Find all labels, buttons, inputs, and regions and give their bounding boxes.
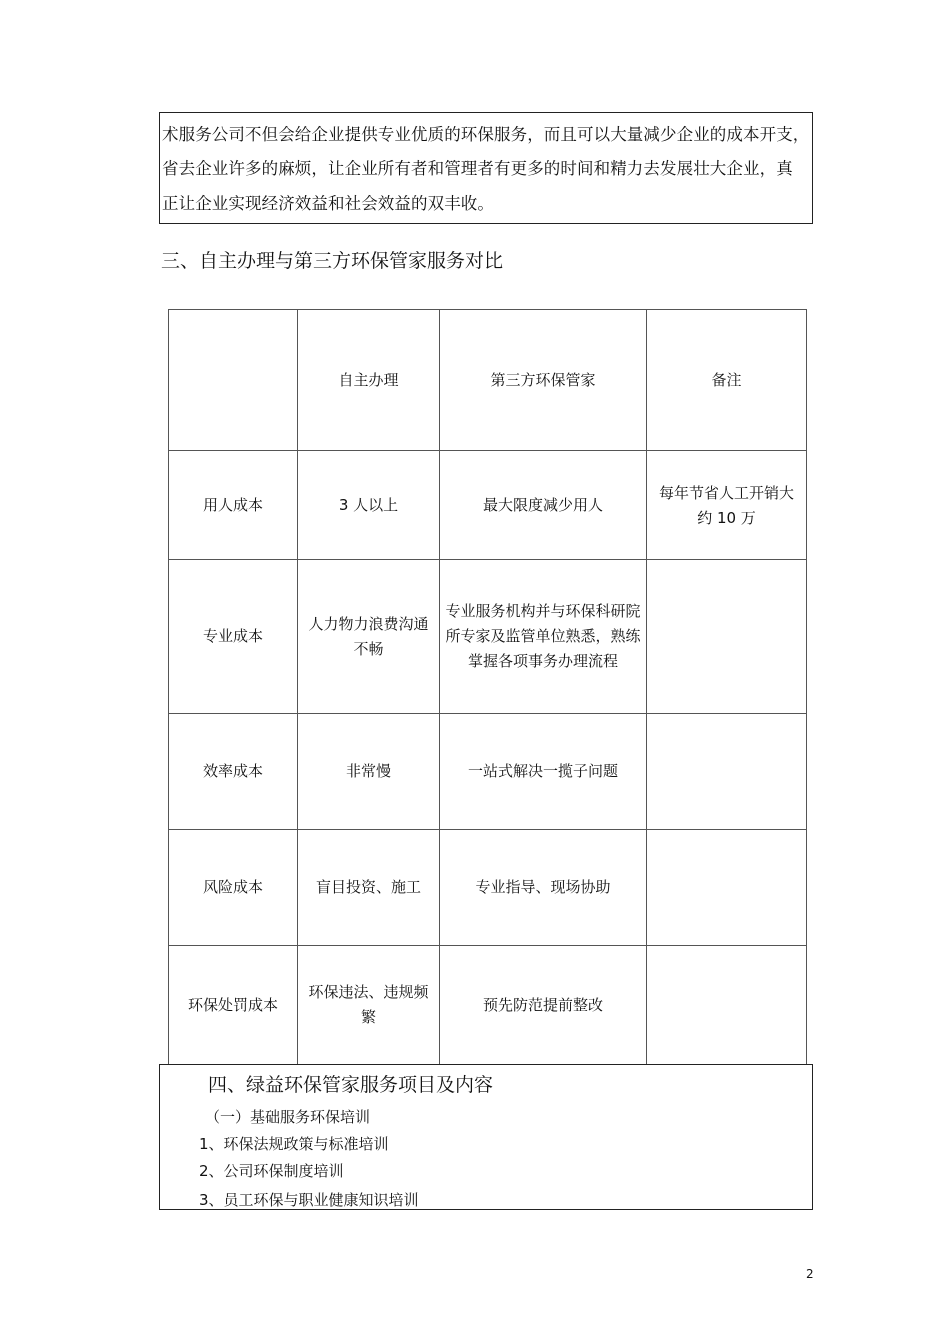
table-cell: 专业指导、现场协助 (440, 830, 647, 946)
table-header-cell (169, 310, 298, 451)
table-cell: 专业服务机构并与环保科研院所专家及监管单位熟悉，熟练掌握各项事务办理流程 (440, 560, 647, 714)
table-cell: 每年节省人工开销大约 10 万 (647, 451, 807, 560)
table-cell: 盲目投资、施工 (298, 830, 440, 946)
table-cell (647, 946, 807, 1065)
service-item: 3、员工环保与职业健康知识培训 (199, 1191, 419, 1209)
table-header-cell: 自主办理 (298, 310, 440, 451)
table-cell (647, 560, 807, 714)
table-header-row (169, 310, 807, 451)
table-row (169, 451, 807, 560)
table-cell: 一站式解决一揽子问题 (440, 714, 647, 830)
table-cell: 最大限度减少用人 (440, 451, 647, 560)
table-header-cell: 备注 (647, 310, 807, 451)
table-cell: 环保违法、违规频繁 (298, 946, 440, 1065)
intro-line-2: 省去企业许多的麻烦，让企业所有者和管理者有更多的时间和精力去发展壮大企业，真 (162, 159, 793, 178)
table-header-cell: 第三方环保管家 (440, 310, 647, 451)
intro-line-3: 正让企业实现经济效益和社会效益的双丰收。 (162, 194, 494, 213)
table-cell: 用人成本 (169, 451, 298, 560)
service-item: 2、公司环保制度培训 (199, 1162, 344, 1180)
service-item: 1、环保法规政策与标准培训 (199, 1135, 389, 1153)
table-row (169, 714, 807, 830)
table-cell: 效率成本 (169, 714, 298, 830)
table-cell (647, 830, 807, 946)
comparison-table (168, 309, 807, 1065)
page-number: 2 (806, 1267, 814, 1281)
section-4-subheading: （一）基础服务环保培训 (205, 1108, 371, 1126)
table-cell (647, 714, 807, 830)
table-cell: 环保处罚成本 (169, 946, 298, 1065)
table-cell: 预先防范提前整改 (440, 946, 647, 1065)
table-cell: 风险成本 (169, 830, 298, 946)
intro-paragraph-box (159, 112, 813, 224)
table-cell: 人力物力浪费沟通不畅 (298, 560, 440, 714)
services-box (159, 1064, 813, 1210)
table-cell: 非常慢 (298, 714, 440, 830)
intro-line-1: 术服务公司不但会给企业提供专业优质的环保服务，而且可以大量减少企业的成本开支， (162, 125, 810, 144)
section-4-heading: 四、绿益环保管家服务项目及内容 (208, 1074, 494, 1096)
table-row (169, 830, 807, 946)
table-cell: 3 人以上 (298, 451, 440, 560)
table-cell: 专业成本 (169, 560, 298, 714)
table-row (169, 946, 807, 1065)
table-row (169, 560, 807, 714)
section-3-heading: 三、自主办理与第三方环保管家服务对比 (161, 250, 504, 272)
